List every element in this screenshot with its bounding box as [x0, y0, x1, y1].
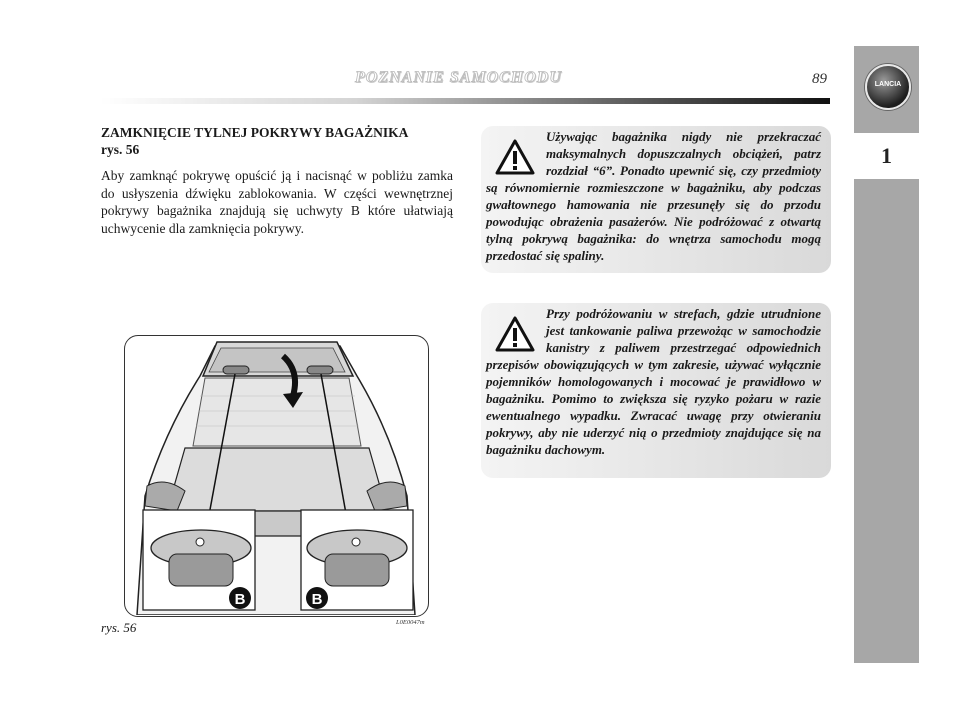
- page-number: 89: [812, 71, 827, 87]
- section-heading: ZAMKNIĘCIE TYLNEJ POKRYWY BAGAŻNIKA: [101, 125, 409, 140]
- warning-box-fuel: [481, 303, 831, 478]
- figure-caption: rys. 56: [101, 620, 137, 635]
- section-body-text: Aby zamknąć pokrywę opuścić ją i nacisnąć w pobliżu zamka do usłyszenia dźwięku zablokowania. W części wewnętrznej pokrywy bagażnika znajdują się uchwyty B które ułatwiają uchwycenie dla zamknięcia pokrywy.: [101, 168, 453, 236]
- car-trunk-drawing: [125, 336, 427, 615]
- page-header-title: POZNANIE SAMOCHODU: [355, 69, 562, 86]
- warning-box-load: [481, 126, 831, 273]
- warning-text: Przy podróżowaniu w strefach, gdzie utrudnione jest tankowanie paliwa przewożąc w samochodzie kanistry z paliwem przestrzegać odpowiednich przepisów obowiązujących w tym zakresie, używać wyłącznie pojemników homologowanych i mocować je prawidłowo w bagażniku. Pomimo to zwiększa się ryzyko pożaru w razie ewentualnego wypadku. Zwracać uwagę przy otwieraniu pokrywy, aby nie uderzyć nią o przedmioty znajdujące się na bagażniku dachowym.: [486, 306, 821, 457]
- chapter-sidebar: [854, 46, 919, 663]
- figure-reference: rys. 56: [101, 142, 140, 157]
- warning-text: Używając bagażnika nigdy nie przekraczać maksymalnych dopuszczalnych obciążeń, patrz rozdział “6”. Ponadto upewnić się, czy przedmioty są równomiernie rozmieszczone w bagażniku, aby podczas gwałtownego hamowania nie przesunęły się do przodu powodując obrażenia pasażerów. Nie podróżować z otwartą tylną pokrywą bagażnika: do wnętrza samochodu mogą przedostać się spaliny.: [486, 129, 821, 263]
- warning-triangle-icon: [494, 315, 536, 353]
- chapter-tab[interactable]: 1: [854, 133, 919, 179]
- trunk-lid-illustration: [124, 335, 429, 617]
- header-divider: [100, 98, 830, 104]
- callout-b-left: B: [234, 591, 246, 608]
- figure-code: L0E0047m: [396, 619, 425, 626]
- callout-b-right: B: [311, 591, 323, 608]
- lancia-logo-icon: [865, 64, 911, 110]
- logo-text: LANCIA: [874, 81, 902, 88]
- warning-triangle-icon: [494, 138, 536, 176]
